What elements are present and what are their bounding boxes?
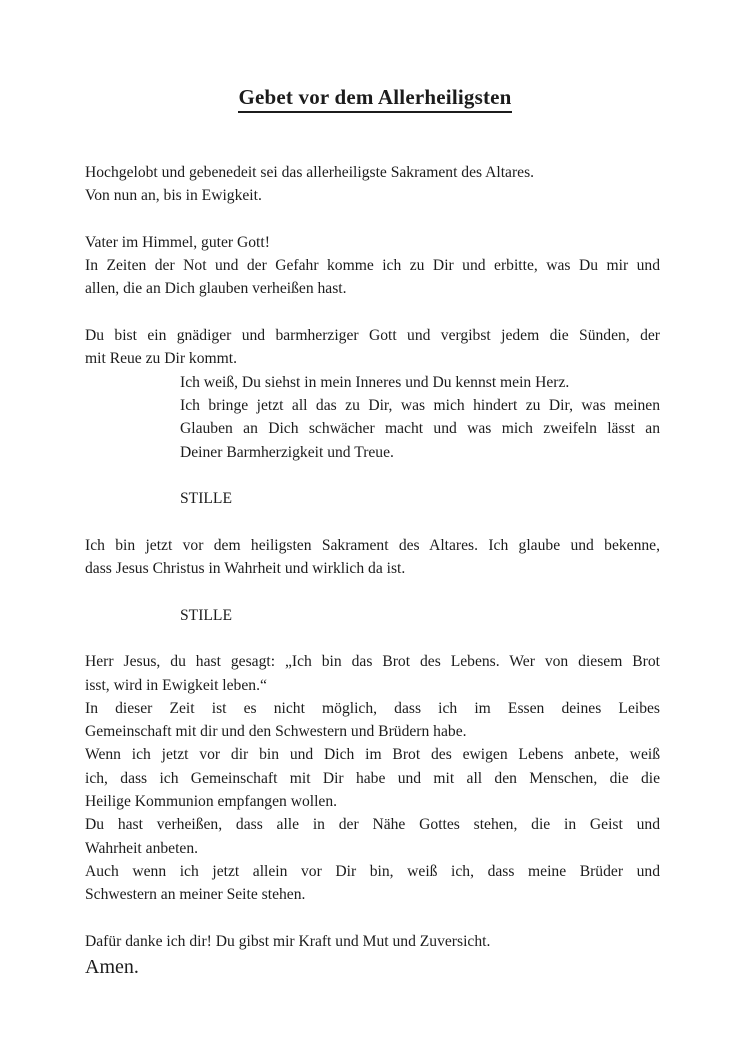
text-line: Dafür danke ich dir! Du gibst mir Kraft und Mut und Zuversicht. (85, 932, 491, 950)
text-line: Ich bringe jetzt all das zu Dir, was mich hindert zu Dir, was meinen (180, 396, 660, 414)
text-line: In Zeiten der Not und der Gefahr komme ich zu Dir und erbitte, was Du mir und (85, 257, 660, 275)
text-line: Hochgelobt und gebenedeit sei das allerheiligste Sakrament des Altares. (85, 164, 535, 181)
text-line: In dieser Zeit ist es nicht möglich, dass ich im Essen deines Leibes (85, 699, 660, 717)
text-line: STILLE (180, 490, 232, 508)
text-line: dass Jesus Christus in Wahrheit und wirklich da ist. (85, 560, 406, 578)
text-line: Vater im Himmel, guter Gott! (85, 233, 270, 251)
amen-line: Amen. (85, 956, 139, 979)
text-line: Von nun an, bis in Ewigkeit. (85, 187, 262, 205)
text-line: Schwestern an meiner Seite stehen. (85, 886, 306, 904)
text-line: Glauben an Dich schwächer macht und was mich zweifeln lässt an (180, 420, 660, 438)
stille-marker-2 (180, 604, 660, 627)
paragraph-confession-indented (180, 371, 660, 464)
text-line: Herr Jesus, du hast gesagt: „Ich bin das Brot des Lebens. Wer von diesem Brot (85, 653, 660, 671)
paragraph-praise (85, 161, 660, 208)
text-line: Du hast verheißen, dass alle in der Nähe Gottes stehen, die in Geist und (85, 816, 660, 834)
text-line: ich, dass ich Gemeinschaft mit Dir habe und mit all den Menschen, die die (85, 769, 660, 787)
text-line: mit Reue zu Dir kommt. (85, 350, 238, 368)
text-line: isst, wird in Ewigkeit leben.“ (85, 676, 267, 694)
paragraph-father-in-heaven (85, 231, 660, 301)
text-line: allen, die an Dich glauben verheißen hast. (85, 280, 347, 298)
paragraph-bread-of-life (85, 650, 660, 906)
text-line: Du bist ein gnädiger und barmherziger Gott und vergibst jedem die Sünden, der (85, 327, 660, 345)
text-line: Deiner Barmherzigkeit und Treue. (180, 443, 394, 461)
stille-marker-1 (180, 487, 660, 510)
document-title-text: Gebet vor dem Allerheiligsten (238, 85, 511, 113)
text-line: Wahrheit anbeten. (85, 839, 199, 857)
text-line: Auch wenn ich jetzt allein vor Dir bin, weiß ich, dass meine Brüder und (85, 862, 660, 880)
text-line: STILLE (180, 606, 232, 624)
paragraph-merciful-god (85, 324, 660, 371)
text-line: Ich weiß, Du siehst in mein Inneres und Du kennst mein Herz. (180, 373, 570, 391)
document-body (85, 161, 660, 982)
text-line: Gemeinschaft mit dir und den Schwestern und Brüdern habe. (85, 723, 467, 741)
document-title (0, 84, 750, 111)
paragraph-before-the-sacrament (85, 534, 660, 581)
text-line: Ich bin jetzt vor dem heiligsten Sakrament des Altares. Ich glaube und bekenne, (85, 536, 660, 554)
text-line: Heilige Kommunion empfangen wollen. (85, 793, 338, 811)
paragraph-thanks-amen (85, 930, 660, 982)
text-line: Wenn ich jetzt vor dir bin und Dich im Brot des ewigen Lebens anbete, weiß (85, 746, 660, 764)
